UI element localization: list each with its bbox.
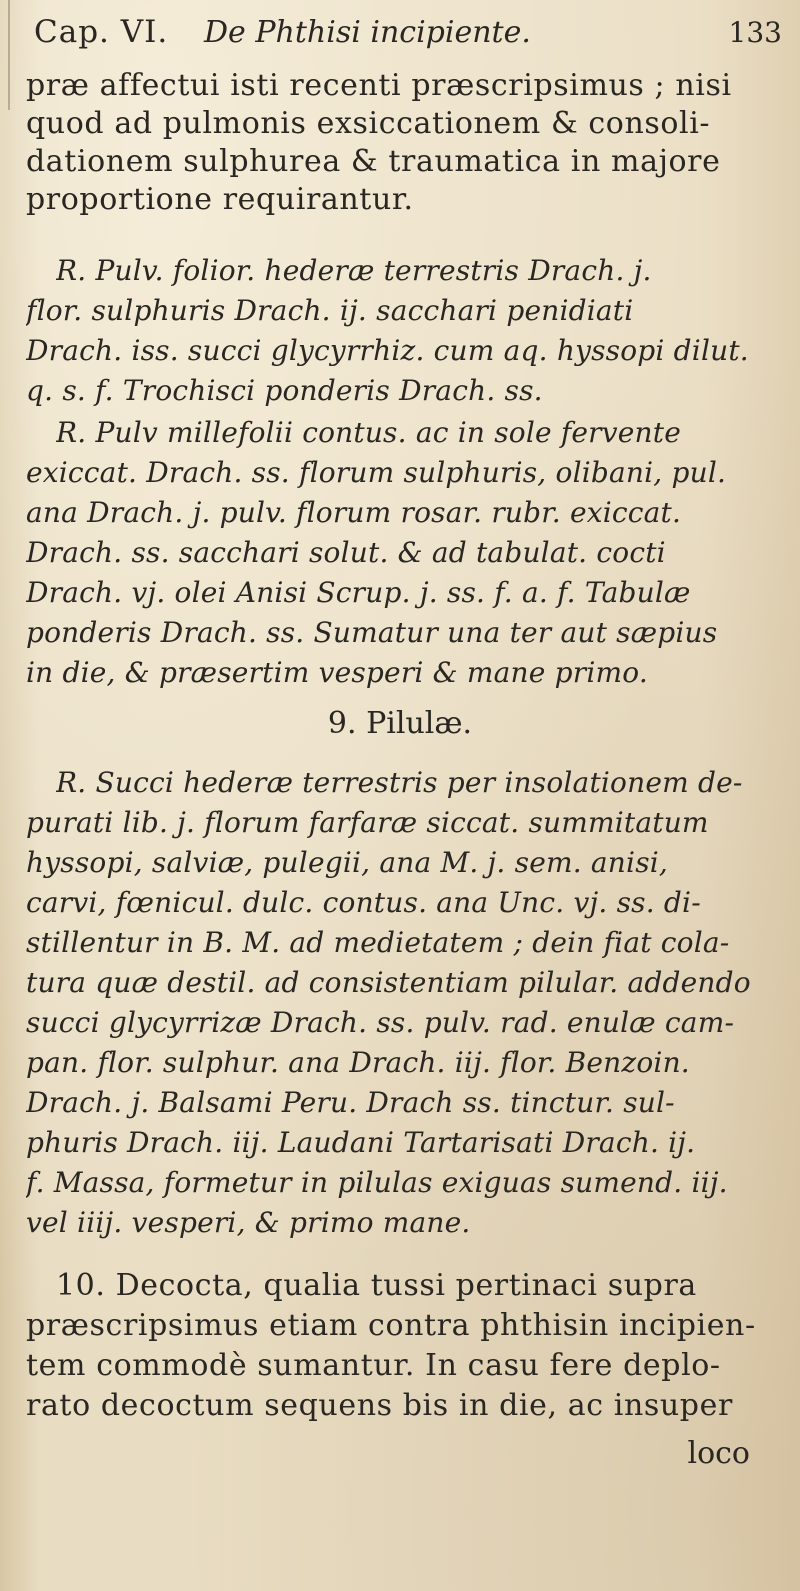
recipe-line: purati lib. j. florum farfaræ siccat. summitatum — [26, 806, 709, 839]
running-title: De Phthisi incipiente. — [204, 15, 531, 50]
recipe-line: R. Pulv millefolii contus. ac in sole fervente — [56, 416, 682, 449]
catchword: loco — [687, 1436, 750, 1471]
recipe-line: vel iiij. vesperi, & primo mane. — [26, 1206, 471, 1239]
recipe-line: flor. sulphuris Drach. ij. sacchari penidiati — [26, 294, 634, 327]
section-heading: 9. Pilulæ. — [327, 706, 473, 741]
page-number: 133 — [728, 16, 782, 49]
recipe-line: phuris Drach. iij. Laudani Tartarisati Drach. ij. — [26, 1126, 696, 1159]
page-edge-rule — [8, 0, 10, 110]
recipe-line: pan. flor. sulphur. ana Drach. iij. flor. Benzoin. — [26, 1046, 690, 1079]
text-line: præscripsimus etiam contra phthisin incipien- — [26, 1308, 756, 1343]
recipe-line: Drach. j. Balsami Peru. Drach ss. tinctur. sul- — [26, 1086, 675, 1119]
recipe-line: R. Pulv. folior. hederæ terrestris Drach. j. — [56, 254, 652, 287]
recipe-line: f. Massa, formetur in pilulas exiguas sumend. iij. — [26, 1166, 728, 1199]
recipe-line: Drach. ss. sacchari solut. & ad tabulat. cocti — [26, 536, 666, 569]
recipe-line: exiccat. Drach. ss. florum sulphuris, olibani, pul. — [26, 456, 727, 489]
text-line: quod ad pulmonis exsiccationem & consoli- — [26, 106, 711, 141]
recipe-line: q. s. f. Trochisci ponderis Drach. ss. — [26, 374, 543, 407]
recipe-line: R. Succi hederæ terrestris per insolationem de- — [56, 766, 743, 799]
running-header — [34, 14, 782, 60]
recipe-line: succi glycyrrizæ Drach. ss. pulv. rad. enulæ cam- — [26, 1006, 735, 1039]
text-line: præ affectui isti recenti præscripsimus ; nisi — [26, 68, 732, 103]
text-line: tem commodè sumantur. In casu fere deplo- — [26, 1348, 721, 1383]
recipe-line: stillentur in B. M. ad medietatem ; dein fiat cola- — [26, 926, 730, 959]
recipe-line: in die, & præsertim vesperi & mane primo. — [26, 656, 648, 689]
recipe-line: hyssopi, salviæ, pulegii, ana M. j. sem. anisi, — [26, 846, 669, 879]
chapter-label: Cap. VI. — [34, 14, 169, 50]
recipe-line: ponderis Drach. ss. Sumatur una ter aut sæpius — [26, 616, 718, 649]
recipe-line: Drach. iss. succi glycyrrhiz. cum aq. hyssopi dilut. — [26, 334, 749, 367]
recipe-line: ana Drach. j. pulv. florum rosar. rubr. exiccat. — [26, 496, 682, 529]
recipe-line: tura quæ destil. ad consistentiam pilular. addendo — [26, 966, 751, 999]
text-line: proportione requirantur. — [26, 182, 414, 217]
recipe-line: Drach. vj. olei Anisi Scrup. j. ss. f. a. f. Tabulæ — [26, 576, 691, 609]
text-line: dationem sulphurea & traumatica in majore — [26, 144, 721, 179]
text-line: 10. Decocta, qualia tussi pertinaci supra — [56, 1268, 697, 1303]
text-line: rato decoctum sequens bis in die, ac insuper — [26, 1388, 733, 1423]
recipe-line: carvi, fœnicul. dulc. contus. ana Unc. vj. ss. di- — [26, 886, 701, 919]
